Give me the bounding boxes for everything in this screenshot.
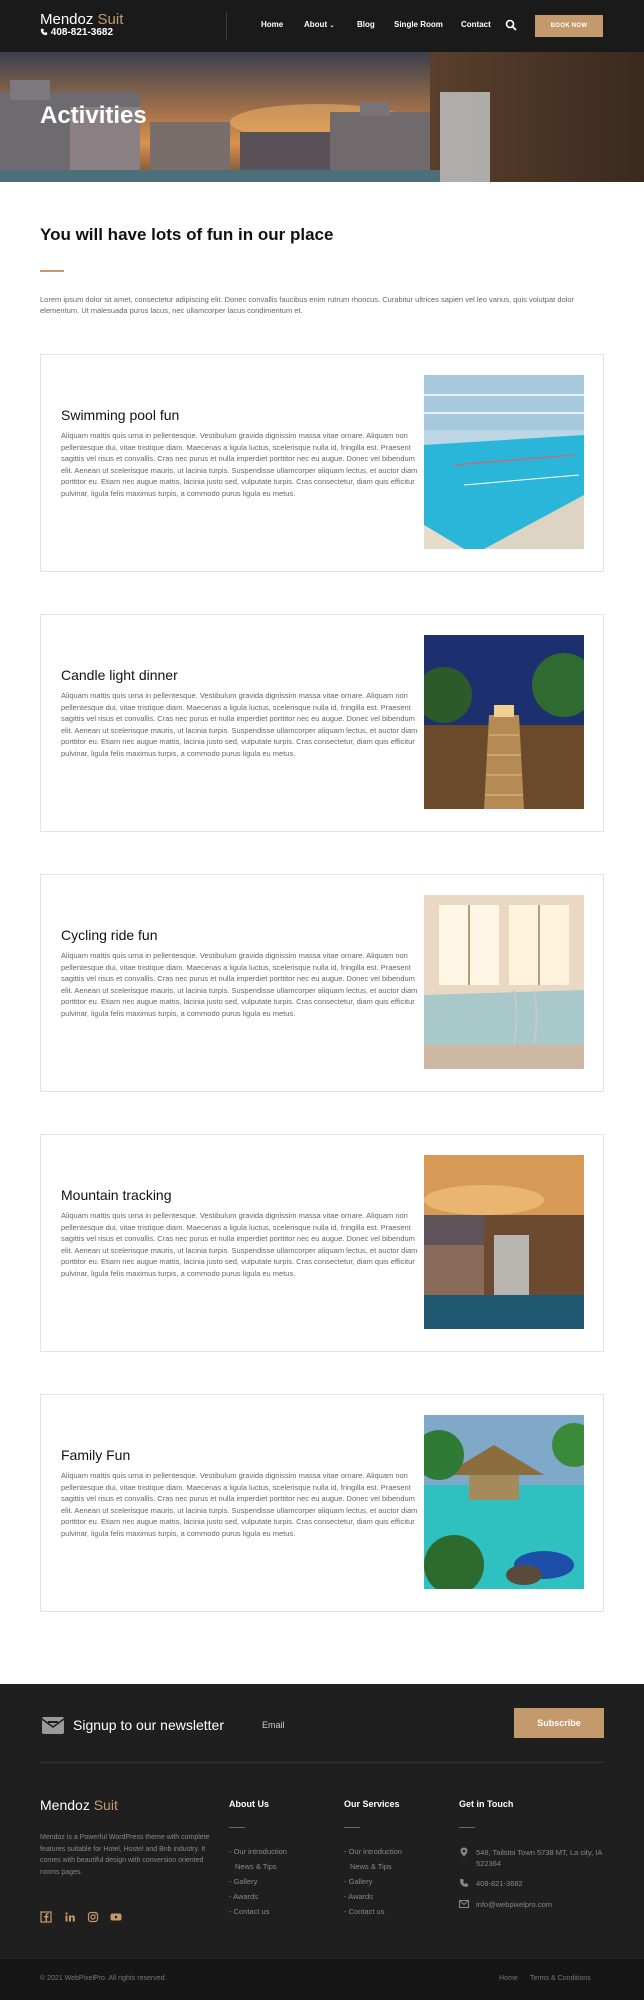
activity-title: Mountain tracking bbox=[61, 1187, 172, 1203]
footer-link-label: Gallery bbox=[233, 1877, 258, 1886]
nav-single-room[interactable]: Single Room bbox=[394, 20, 443, 29]
sunny-pool-image bbox=[424, 895, 584, 1069]
activity-title: Family Fun bbox=[61, 1447, 131, 1463]
activity-text: Aliquam mattis quis urna in pellentesque. Vestibulum gravida dignissim massa vitae ornare. Aliquam non pellentesque dui, vitae tristique diam. Maecenas a ligula luctus, scelerisque nulla id, fringilla est. Praesent sagittis vel risus et convallis. Cras nec purus et nulla imperdiet porttitor nec eu augue. Donec vel bibendum elit. Aenean ut scelerisque mauris, ut lacinia turpis. Suspendisse ullamcorper aliquam lectus, et auctor diam porttitor eu. Etiam nec augue mattis, lacinia justo sed, vulputate turpis. Cras consectetur, diam quis efficitur pulvinar, ligula felis maximus turpis, a commodo purus ligula eu metus. bbox=[61, 951, 418, 1018]
activity-text: Aliquam mattis quis urna in pellentesque. Vestibulum gravida dignissim massa vitae ornare. Aliquam non pellentesque dui, vitae tristique diam. Maecenas a ligula luctus, scelerisque nulla id, fringilla est. Praesent sagittis vel risus et convallis. Cras nec purus et nulla imperdiet porttitor nec eu augue. Donec vel bibendum elit. Aenean ut scelerisque mauris, ut lacinia turpis. Suspendisse ullamcorper aliquam lectus, et auctor diam porttitor eu. Etiam nec augue mattis, lacinia justo sed, vulputate turpis. Cras consectetur, diam quis efficitur pulvinar, ligula felis maximus turpis, a commodo purus ligula eu metus. bbox=[61, 691, 418, 758]
services-title: Our Services bbox=[344, 1799, 400, 1809]
phone-icon bbox=[459, 1878, 469, 1888]
footer-link-label: Awards bbox=[348, 1892, 374, 1901]
footer-bottom-bar bbox=[0, 1959, 644, 2000]
instagram-icon[interactable] bbox=[87, 1911, 99, 1923]
location-pin-icon bbox=[459, 1847, 469, 1857]
activity-card bbox=[40, 1394, 604, 1612]
activity-card bbox=[40, 874, 604, 1092]
page-title: Activities bbox=[40, 102, 147, 129]
waterfall-sunset-image bbox=[424, 1155, 584, 1329]
title-divider bbox=[40, 270, 64, 272]
intro-title: You will have lots of fun in our place bbox=[40, 225, 334, 244]
footer-link[interactable]: - Contact us bbox=[344, 1907, 385, 1916]
header-phone[interactable] bbox=[40, 27, 113, 38]
logo-letter: M bbox=[40, 1797, 52, 1813]
footer-link-label: Contact us bbox=[348, 1907, 385, 1916]
nav-contact[interactable]: Contact bbox=[461, 20, 491, 29]
logo-suit: Suit bbox=[97, 11, 124, 28]
book-now-button[interactable]: BOOK NOW bbox=[535, 15, 603, 37]
footer bbox=[0, 1684, 644, 1959]
contact-divider bbox=[459, 1827, 475, 1828]
footer-link-label: Contact us bbox=[233, 1907, 270, 1916]
email-icon bbox=[459, 1899, 469, 1909]
about-divider bbox=[229, 1827, 245, 1828]
newsletter-title: Signup to our newsletter bbox=[73, 1717, 224, 1733]
activity-text: Aliquam mattis quis urna in pellentesque. Vestibulum gravida dignissim massa vitae ornare. Aliquam non pellentesque dui, vitae tristique diam. Maecenas a ligula luctus, scelerisque nulla id, fringilla est. Praesent sagittis vel risus et convallis. Cras nec purus et nulla imperdiet porttitor nec eu augue. Donec vel bibendum elit. Aenean ut scelerisque mauris, ut lacinia turpis. Suspendisse ullamcorper aliquam lectus, et auctor diam porttitor eu. Etiam nec augue mattis, lacinia justo sed, vulputate turpis. Cras consectetur, diam quis efficitur pulvinar, ligula felis maximus turpis, a commodo purus ligula eu metus. bbox=[61, 1471, 418, 1538]
activity-text: Aliquam mattis quis urna in pellentesque. Vestibulum gravida dignissim massa vitae ornare. Aliquam non pellentesque dui, vitae tristique diam. Maecenas a ligula luctus, scelerisque nulla id, fringilla est. Praesent sagittis vel risus et convallis. Cras nec purus et nulla imperdiet porttitor nec eu augue. Donec vel bibendum elit. Aenean ut scelerisque mauris, ut lacinia turpis. Suspendisse ullamcorper aliquam lectus, et auctor diam porttitor eu. Etiam nec augue mattis, lacinia justo sed, vulputate turpis. Cras consectetur, diam quis efficitur pulvinar, ligula felis maximus turpis, a commodo purus ligula eu metus. bbox=[61, 431, 418, 498]
footer-link-label: Our introduction bbox=[348, 1847, 402, 1856]
indoor-pool-image bbox=[424, 375, 584, 549]
footer-email[interactable]: info@webpixelpro.com bbox=[476, 1900, 552, 1909]
about-title: About Us bbox=[229, 1799, 269, 1809]
newsletter-email-input[interactable]: Email bbox=[262, 1720, 285, 1730]
footer-link[interactable]: - Our introduction bbox=[229, 1847, 287, 1856]
footer-logo-name: endoz bbox=[51, 1797, 90, 1813]
header-divider bbox=[226, 12, 227, 40]
footer-terms-link[interactable]: Terms & Conditions bbox=[530, 1975, 591, 1982]
activity-card bbox=[40, 614, 604, 832]
footer-link-label: Our introduction bbox=[233, 1847, 287, 1856]
activity-title: Swimming pool fun bbox=[61, 407, 180, 423]
resort-stairs-image bbox=[424, 635, 584, 809]
logo-letter: M bbox=[40, 11, 53, 28]
site-header bbox=[0, 0, 644, 52]
envelope-icon bbox=[40, 1712, 66, 1738]
activity-title: Cycling ride fun bbox=[61, 927, 158, 943]
footer-home-link[interactable]: Home bbox=[499, 1975, 518, 1982]
intro-text: Lorem ipsum dolor sit amet, consectetur adipiscing elit. Donec convallis faucibus enim rutrum rhoncus. Curabitur ultrices sapien vel leo varius, quis volutpat dolor elementum. Ut malesuada purus lacus, nec ullamcorper lacus condimentum et. bbox=[40, 295, 574, 315]
footer-link-label: Gallery bbox=[348, 1877, 373, 1886]
phone-number: 408-821-3682 bbox=[50, 27, 114, 38]
footer-address: 548, Tailstoi Town 5738 MT, La city, IA 522364 bbox=[476, 1848, 602, 1868]
activity-card bbox=[40, 354, 604, 572]
phone-icon bbox=[40, 28, 48, 36]
hero-banner bbox=[0, 52, 644, 182]
copyright: © 2021 WebPixelPro. All rights reserved. bbox=[40, 1975, 167, 1982]
logo-name: endoz bbox=[52, 11, 94, 28]
site-logo[interactable] bbox=[40, 13, 123, 26]
activity-text: Aliquam mattis quis urna in pellentesque. Vestibulum gravida dignissim massa vitae ornare. Aliquam non pellentesque dui, vitae tristique diam. Maecenas a ligula luctus, scelerisque nulla id, fringilla est. Praesent sagittis vel risus et convallis. Cras nec purus et nulla imperdiet porttitor nec eu augue. Donec vel bibendum elit. Aenean ut scelerisque mauris, ut lacinia turpis. Suspendisse ullamcorper aliquam lectus, et auctor diam porttitor eu. Etiam nec augue mattis, lacinia justo sed, vulputate turpis. Cras consectetur, diam quis efficitur pulvinar, ligula felis maximus turpis, a commodo purus ligula eu metus. bbox=[61, 1211, 418, 1278]
activity-card bbox=[40, 1134, 604, 1352]
nav-blog[interactable]: Blog bbox=[357, 20, 375, 29]
nav-about[interactable] bbox=[304, 20, 334, 29]
chevron-down-icon: ⌄ bbox=[329, 23, 335, 29]
footer-link[interactable]: News & Tips bbox=[350, 1862, 392, 1871]
linkedin-icon[interactable] bbox=[64, 1911, 76, 1923]
nav-home[interactable]: Home bbox=[261, 20, 284, 29]
activity-title: Candle light dinner bbox=[61, 667, 178, 683]
footer-link[interactable]: - Gallery bbox=[344, 1877, 373, 1886]
facebook-icon[interactable] bbox=[40, 1911, 52, 1923]
footer-link[interactable]: - Our introduction bbox=[344, 1847, 402, 1856]
footer-link-label: Awards bbox=[233, 1892, 259, 1901]
footer-link[interactable]: News & Tips bbox=[235, 1862, 277, 1871]
search-icon[interactable] bbox=[505, 19, 517, 31]
footer-link[interactable]: - Awards bbox=[229, 1892, 259, 1901]
tropical-lagoon-image bbox=[424, 1415, 584, 1589]
contact-title: Get in Touch bbox=[459, 1799, 514, 1809]
footer-phone[interactable]: 408-821-3682 bbox=[476, 1879, 523, 1888]
nav-about-label: About bbox=[304, 20, 328, 29]
subscribe-button[interactable]: Subscribe bbox=[514, 1708, 604, 1738]
footer-link[interactable]: - Awards bbox=[344, 1892, 374, 1901]
footer-link[interactable]: - Gallery bbox=[229, 1877, 258, 1886]
footer-logo[interactable] bbox=[40, 1797, 118, 1813]
services-divider bbox=[344, 1827, 360, 1828]
footer-logo-suit: Suit bbox=[93, 1797, 118, 1813]
footer-link[interactable]: - Contact us bbox=[229, 1907, 270, 1916]
youtube-icon[interactable] bbox=[110, 1911, 122, 1923]
footer-description: Mendoz is a Powerful WordPress theme with complete features suitable for Hotel, Hostel and Bnb industry. It comes with beautiful design with conversion oriented rooms pages. bbox=[40, 1834, 210, 1876]
intro-section bbox=[40, 225, 604, 316]
footer-divider bbox=[40, 1762, 604, 1763]
